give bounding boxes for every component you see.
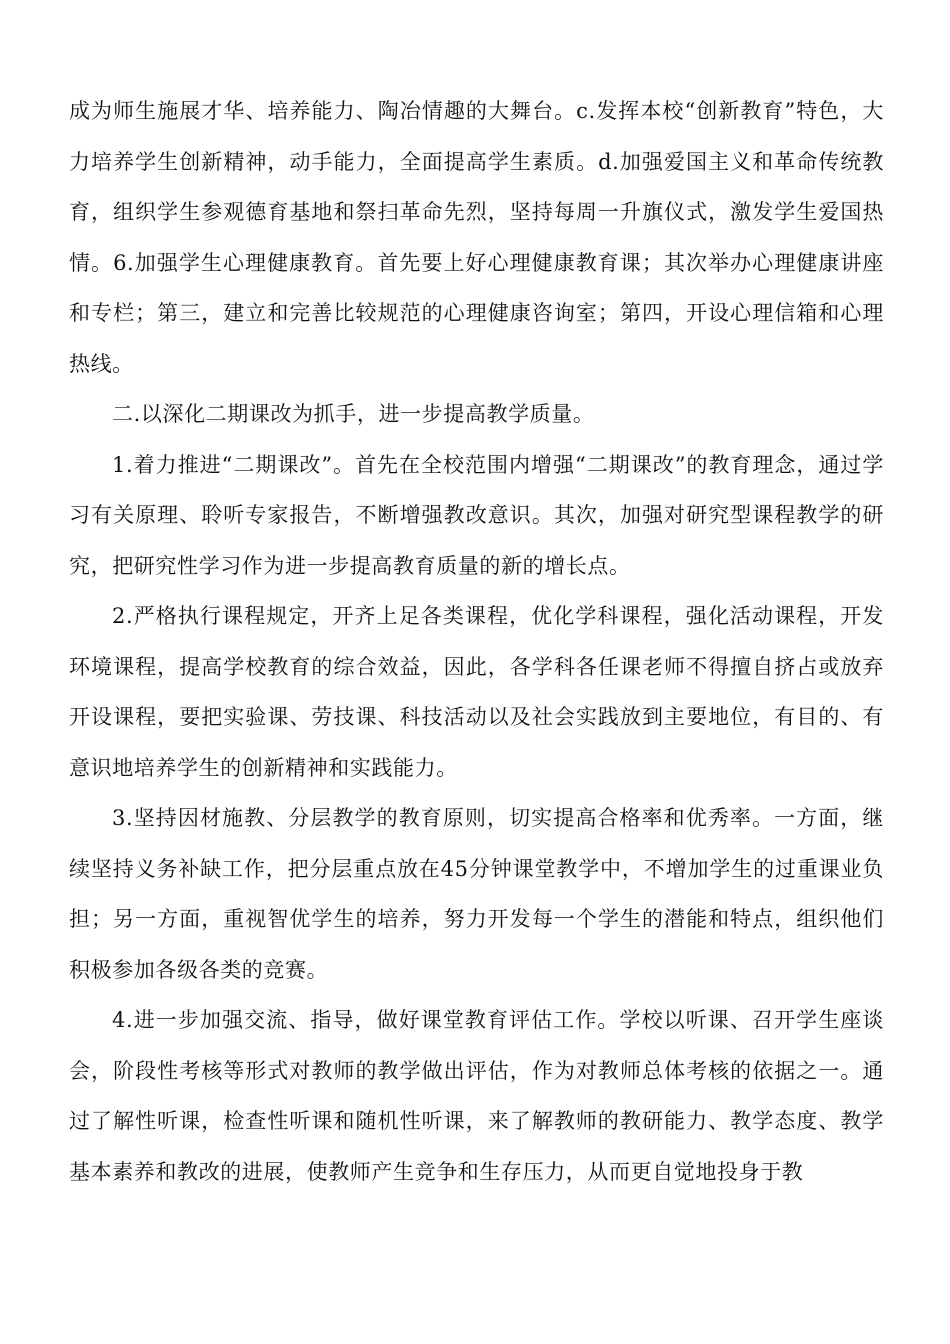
paragraph-item-4: 4.进一步加强交流、指导，做好课堂教育评估工作。学校以听课、召开学生座谈会，阶段性考核等形式对教师的教学做出评估，作为对教师总体考核的依据之一。通过了解性听课，检查性听课和随机性听课，来了解教师的教研能力、教学态度、教学基本素养和教改的进展，使教师产生竞争和生存压力，从而更自觉地投身于教 [69, 1008, 884, 1184]
paragraph-item-1: 1.着力推进“二期课改”。首先在全校范围内增强“二期课改”的教育理念，通过学习有关原理、聆听专家报告，不断增强教改意识。其次，加强对研究型课程教学的研究，把研究性学习作为进一步提高教育质量的新的增长点。 [69, 452, 884, 578]
paragraph-item-2: 2.严格执行课程规定，开齐上足各类课程，优化学科课程，强化活动课程，开发环境课程，提高学校教育的综合效益，因此，各学科各任课老师不得擅自挤占或放弃开设课程，要把实验课、劳技课、科技活动以及社会实践放到主要地位，有目的、有意识地培养学生的创新精神和实践能力。 [69, 604, 884, 780]
paragraph-continuation: 成为师生施展才华、培养能力、陶冶情趣的大舞台。c.发挥本校“创新教育”特色，大力培养学生创新精神，动手能力，全面提高学生素质。d.加强爱国主义和革命传统教育，组织学生参观德育基地和祭扫革命先烈，坚持每周一升旗仪式，激发学生爱国热情。6.加强学生心理健康教育。首先要上好心理健康教育课；其次举办心理健康讲座和专栏；第三，建立和完善比较规范的心理健康咨询室；第四，开设心理信箱和心理热线。 [69, 99, 884, 376]
paragraph-item-3: 3.坚持因材施教、分层教学的教育原则，切实提高合格率和优秀率。一方面，继续坚持义务补缺工作，把分层重点放在45分钟课堂教学中，不增加学生的过重课业负担；另一方面，重视智优学生的培养，努力开发每一个学生的潜能和特点，组织他们积极参加各级各类的竞赛。 [69, 806, 884, 982]
section-heading-2: 二.以深化二期课改为抓手，进一步提高教学质量。 [112, 402, 595, 426]
document-page [69, 86, 884, 1197]
